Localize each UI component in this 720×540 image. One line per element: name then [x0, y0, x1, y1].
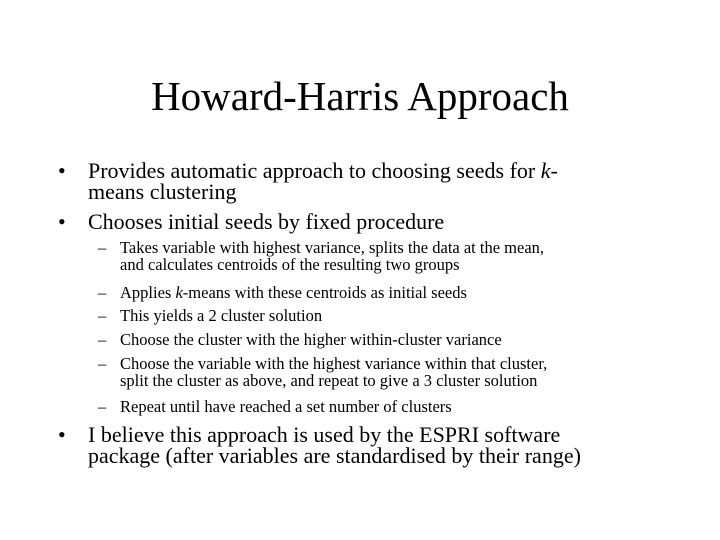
- sub-bullet-marker: –: [98, 397, 107, 416]
- sub-bullet-text: [120, 284, 467, 301]
- sub-bullet-line: and calculates centroids of the resulting two groups: [120, 255, 460, 274]
- sub-bullet-line: Takes variable with highest variance, splits the data at the mean,: [120, 238, 545, 257]
- bullet-text: [88, 160, 558, 202]
- sub-bullet-marker: –: [98, 238, 107, 257]
- bullet-marker: •: [58, 209, 66, 234]
- sub-bullet-text: [120, 355, 547, 389]
- sub-bullet-text-italic: k: [175, 283, 183, 302]
- sub-bullet-text: This yields a 2 cluster solution: [120, 306, 323, 325]
- sub-bullet-line: split the cluster as above, and repeat to give a 3 cluster solution: [120, 371, 538, 390]
- slide-title: Howard-Harris Approach: [151, 73, 569, 119]
- bullet-marker: •: [58, 422, 66, 447]
- sub-bullet-line: Choose the variable with the highest variance within that cluster,: [120, 354, 548, 373]
- bullet-line: means clustering: [88, 179, 237, 204]
- bullet-line: [88, 160, 558, 181]
- bullet-text-segment: Provides automatic approach to choosing seeds for: [88, 158, 541, 183]
- sub-bullet-marker: –: [98, 354, 107, 373]
- bullet-text-segment: -: [550, 158, 558, 183]
- bullet-line: I believe this approach is used by the ESPRI software: [88, 422, 561, 447]
- sub-bullet-text-segment: -means with these centroids as initial seeds: [182, 283, 467, 302]
- sub-bullet-text: Repeat until have reached a set number of clusters: [120, 397, 452, 416]
- sub-bullet-text: [120, 239, 544, 273]
- sub-bullet-marker: –: [98, 283, 107, 302]
- sub-bullet-text: Choose the cluster with the higher within-cluster variance: [120, 330, 502, 349]
- bullet-text: [88, 424, 581, 466]
- sub-bullet-marker: –: [98, 330, 107, 349]
- sub-bullet-marker: –: [98, 306, 107, 325]
- sub-bullet-text-segment: Applies: [120, 283, 176, 302]
- bullet-text-italic: k: [540, 158, 551, 183]
- bullet-marker: •: [58, 158, 66, 183]
- bullet-line: package (after variables are standardised by their range): [88, 443, 581, 468]
- bullet-text: Chooses initial seeds by fixed procedure: [88, 209, 445, 234]
